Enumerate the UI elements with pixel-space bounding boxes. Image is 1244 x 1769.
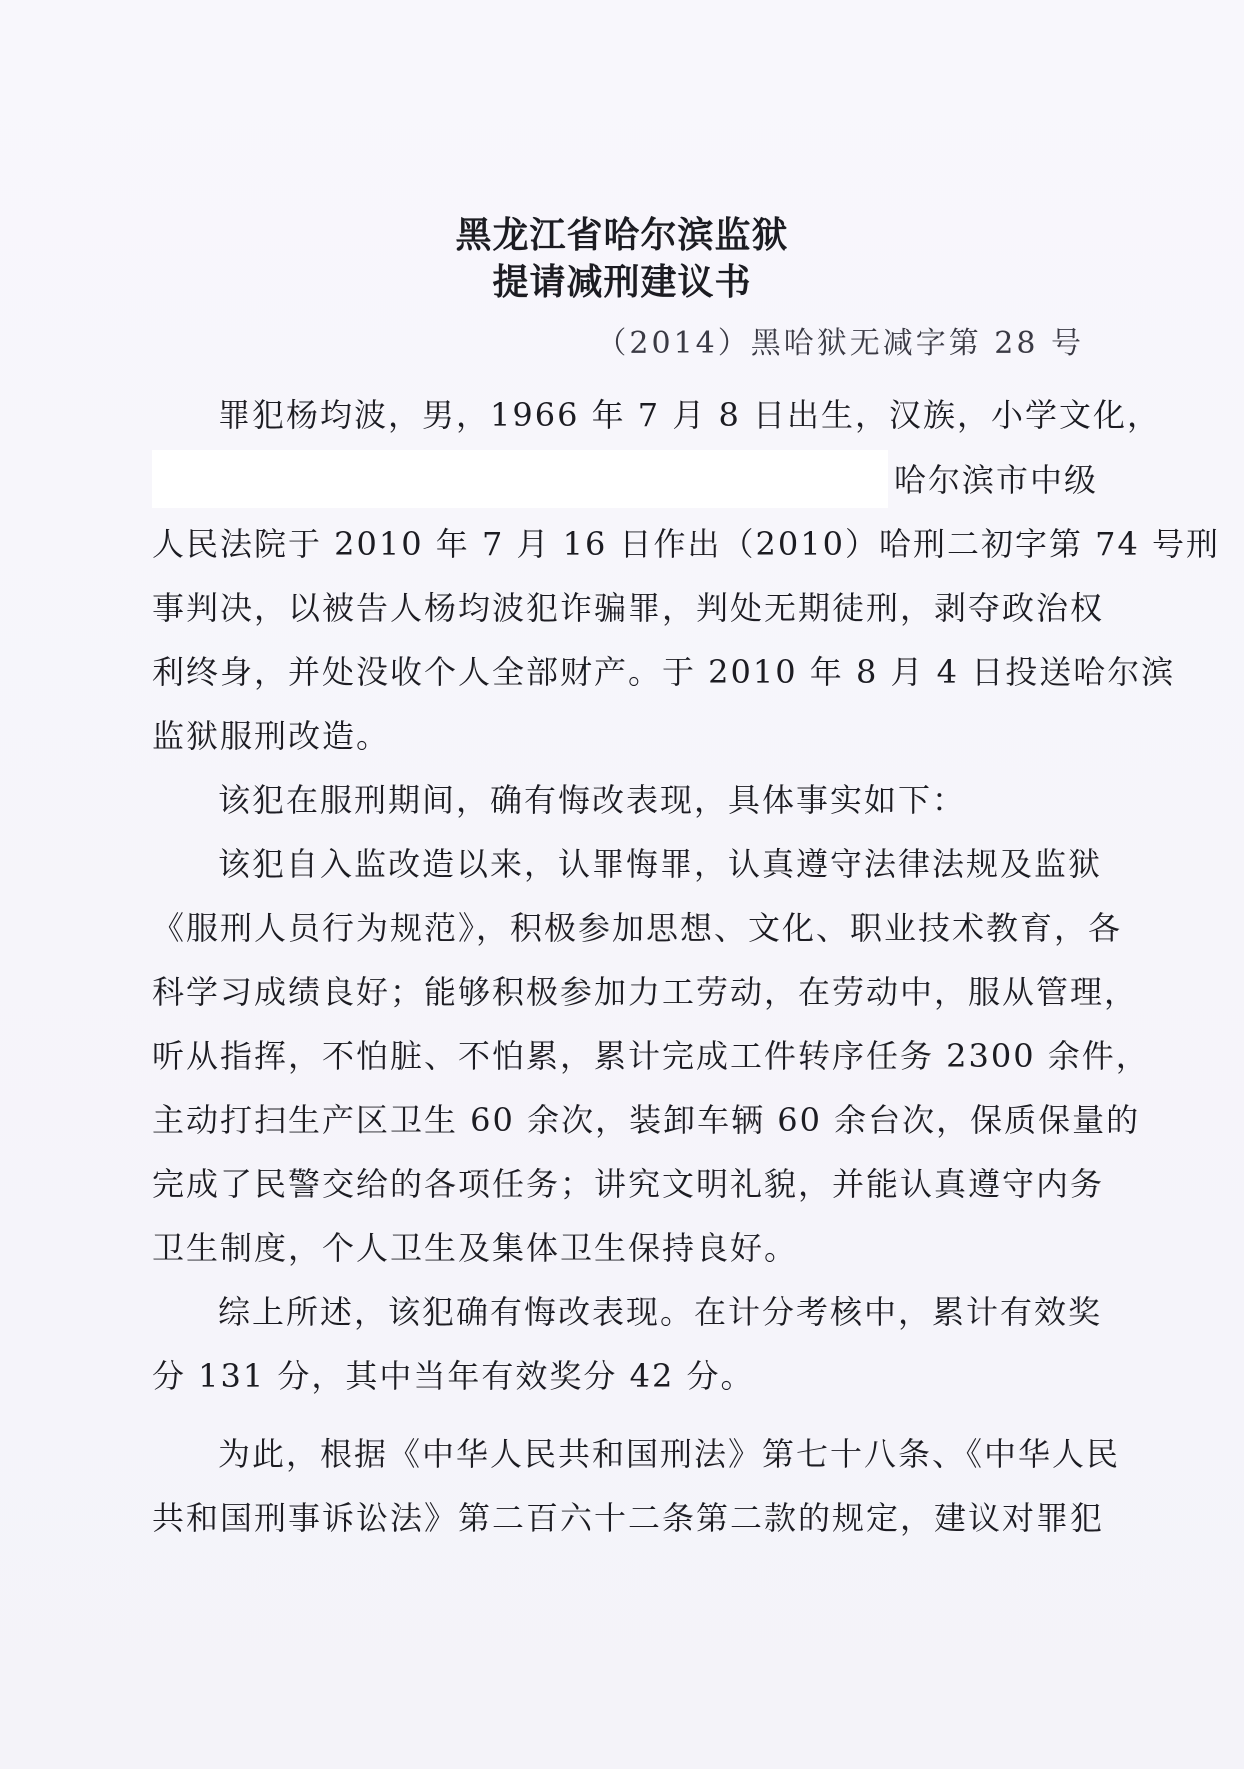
body-line: 科学习成绩良好；能够积极参加力工劳动，在劳动中，服从管理， bbox=[152, 973, 1139, 1011]
redaction-block bbox=[152, 450, 888, 508]
body-line: 听从指挥，不怕脏、不怕累，累计完成工件转序任务 2300 余件， bbox=[152, 1037, 1150, 1075]
body-line: 主动打扫生产区卫生 60 余次，装卸车辆 60 余台次，保质保量的 bbox=[152, 1101, 1141, 1139]
body-line: 哈尔滨市中级 bbox=[894, 461, 1099, 499]
document-title: 黑龙江省哈尔滨监狱 bbox=[455, 214, 789, 256]
body-line: 共和国刑事诉讼法》第二百六十二条第二款的规定，建议对罪犯 bbox=[152, 1499, 1105, 1537]
body-line: 监狱服刑改造。 bbox=[152, 717, 391, 755]
body-line: 分 131 分，其中当年有效奖分 42 分。 bbox=[152, 1357, 755, 1395]
body-line: 该犯在服刑期间，确有悔改表现，具体事实如下： bbox=[218, 781, 967, 819]
body-line: 综上所述，该犯确有悔改表现。在计分考核中，累计有效奖 bbox=[218, 1293, 1103, 1331]
body-line: 《服刑人员行为规范》，积极参加思想、文化、职业技术教育，各 bbox=[152, 909, 1123, 947]
body-line: 人民法院于 2010 年 7 月 16 日作出（2010）哈刑二初字第 74 号刑 bbox=[152, 525, 1221, 563]
body-line: 罪犯杨均波，男，1966 年 7 月 8 日出生，汉族，小学文化， bbox=[218, 396, 1162, 434]
document-number: （2014）黑哈狱无减字第 28 号 bbox=[596, 326, 1084, 361]
body-line: 完成了民警交给的各项任务；讲究文明礼貌，并能认真遵守内务 bbox=[152, 1165, 1105, 1203]
body-line: 为此，根据《中华人民共和国刑法》第七十八条、《中华人民 bbox=[218, 1435, 1121, 1473]
document-subtitle: 提请减刑建议书 bbox=[492, 261, 752, 303]
body-line: 卫生制度，个人卫生及集体卫生保持良好。 bbox=[152, 1229, 799, 1267]
body-line: 事判决，以被告人杨均波犯诈骗罪，判处无期徒刑，剥夺政治权 bbox=[152, 589, 1105, 627]
body-line: 利终身，并处没收个人全部财产。于 2010 年 8 月 4 日投送哈尔滨 bbox=[152, 653, 1176, 691]
body-line: 该犯自入监改造以来，认罪悔罪，认真遵守法律法规及监狱 bbox=[218, 845, 1103, 883]
